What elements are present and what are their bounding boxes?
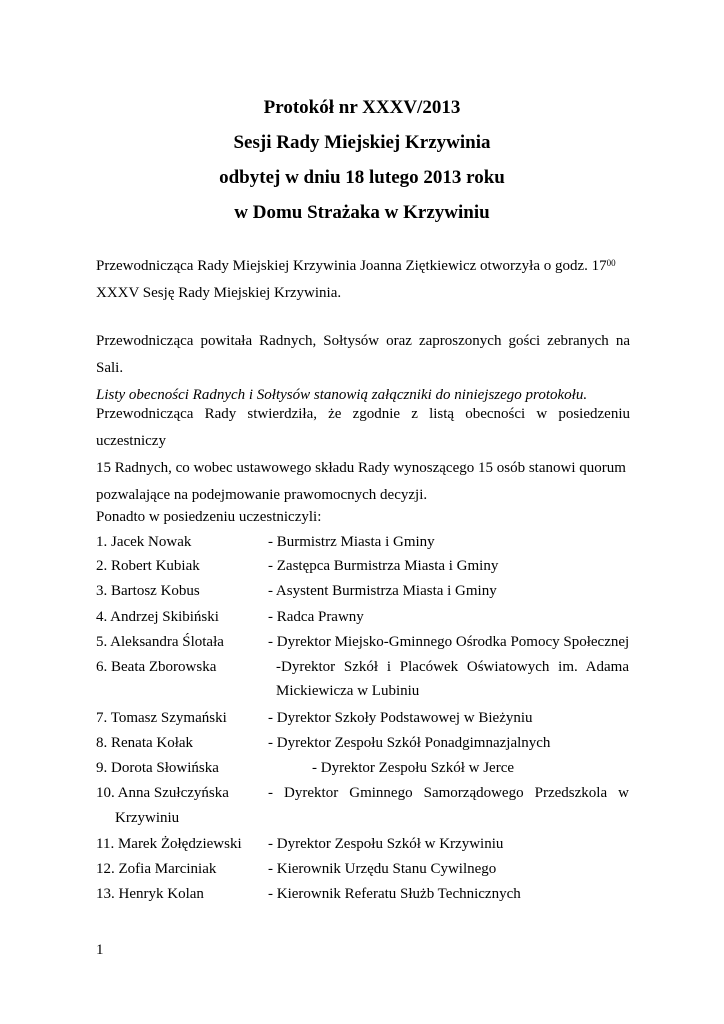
attendee-name: 10. Anna Szułczyńska bbox=[96, 785, 229, 801]
attendance-note: Listy obecności Radnych i Sołtysów stanowią załączniki do niniejszego protokołu. bbox=[96, 387, 588, 403]
quorum-line-2: 15 Radnych, co wobec ustawowego składu Rady wynoszącego 15 osób stanowi quorum bbox=[96, 460, 626, 476]
attendee-name: 9. Dorota Słowińska bbox=[96, 760, 219, 776]
page-number: 1 bbox=[96, 942, 104, 958]
attendee-role: -Dyrektor Szkół i Placówek Oświatowych im. Adama bbox=[276, 659, 629, 675]
attendee-name: 12. Zofia Marciniak bbox=[96, 861, 217, 877]
opening-time-superscript: 00 bbox=[606, 258, 616, 268]
opening-text: Przewodnicząca Rady Miejskiej Krzywinia Joanna Ziętkiewicz otworzyła o godz. 17 bbox=[96, 258, 607, 274]
attendee-role: - Zastępca Burmistrza Miasta i Gminy bbox=[268, 558, 499, 574]
attendee-role: - Radca Prawny bbox=[268, 609, 364, 625]
attendee-name-continuation: Krzywiniu bbox=[115, 810, 180, 826]
attendee-name: 7. Tomasz Szymański bbox=[96, 710, 227, 726]
attendee-role-continuation: Mickiewicza w Lubiniu bbox=[276, 683, 420, 699]
opening-continuation: XXXV Sesję Rady Miejskiej Krzywinia. bbox=[96, 285, 342, 301]
attendee-name: 1. Jacek Nowak bbox=[96, 534, 192, 550]
attendee-role: - Dyrektor Zespołu Szkół w Krzywiniu bbox=[268, 836, 504, 852]
attendees-intro: Ponadto w posiedzeniu uczestniczyli: bbox=[96, 509, 322, 525]
attendee-name: 11. Marek Żołędziewski bbox=[96, 836, 242, 852]
quorum-line-3: pozwalające na podejmowanie prawomocnych decyzji. bbox=[96, 487, 428, 503]
opening-paragraph bbox=[96, 253, 630, 307]
attendee-role: - Dyrektor Gminnego Samorządowego Przedszkola w bbox=[268, 785, 629, 801]
title-line-4: w Domu Strażaka w Krzywiniu bbox=[234, 202, 490, 223]
welcome-line: Przewodnicząca powitała Radnych, Sołtysów oraz zaproszonych gości zebranych na Sali. bbox=[96, 333, 630, 376]
attendee-role: - Dyrektor Szkoły Podstawowej w Bieżyniu bbox=[268, 710, 533, 726]
attendee-role: - Asystent Burmistrza Miasta i Gminy bbox=[268, 583, 497, 599]
attendee-name: 4. Andrzej Skibiński bbox=[96, 609, 219, 625]
attendee-name: 3. Bartosz Kobus bbox=[96, 583, 200, 599]
attendee-role: - Kierownik Urzędu Stanu Cywilnego bbox=[268, 861, 497, 877]
attendee-role: - Dyrektor Zespołu Szkół Ponadgimnazjalnych bbox=[268, 735, 551, 751]
attendee-name: 2. Robert Kubiak bbox=[96, 558, 200, 574]
attendee-name: 8. Renata Kołak bbox=[96, 735, 194, 751]
attendee-role: - Dyrektor Miejsko-Gminnego Ośrodka Pomocy Społecznej bbox=[268, 634, 630, 650]
welcome-paragraph bbox=[96, 328, 630, 409]
attendee-name: 5. Aleksandra Ślotała bbox=[96, 634, 224, 650]
attendee-name: 13. Henryk Kolan bbox=[96, 886, 204, 902]
quorum-paragraph bbox=[96, 401, 630, 509]
title-line-3: odbytej w dniu 18 lutego 2013 roku bbox=[219, 167, 505, 188]
title-line-2: Sesji Rady Miejskiej Krzywinia bbox=[233, 132, 491, 153]
title-line-1: Protokół nr XXXV/2013 bbox=[263, 97, 461, 118]
attendee-name: 6. Beata Zborowska bbox=[96, 659, 217, 675]
quorum-line-1: Przewodnicząca Rady stwierdziła, że zgodnie z listą obecności w posiedzeniu uczestniczy bbox=[96, 406, 630, 449]
attendee-role: - Burmistrz Miasta i Gminy bbox=[268, 534, 435, 550]
attendee-role: - Dyrektor Zespołu Szkół w Jerce bbox=[312, 760, 515, 776]
attendee-role: - Kierownik Referatu Służb Technicznych bbox=[268, 886, 521, 902]
